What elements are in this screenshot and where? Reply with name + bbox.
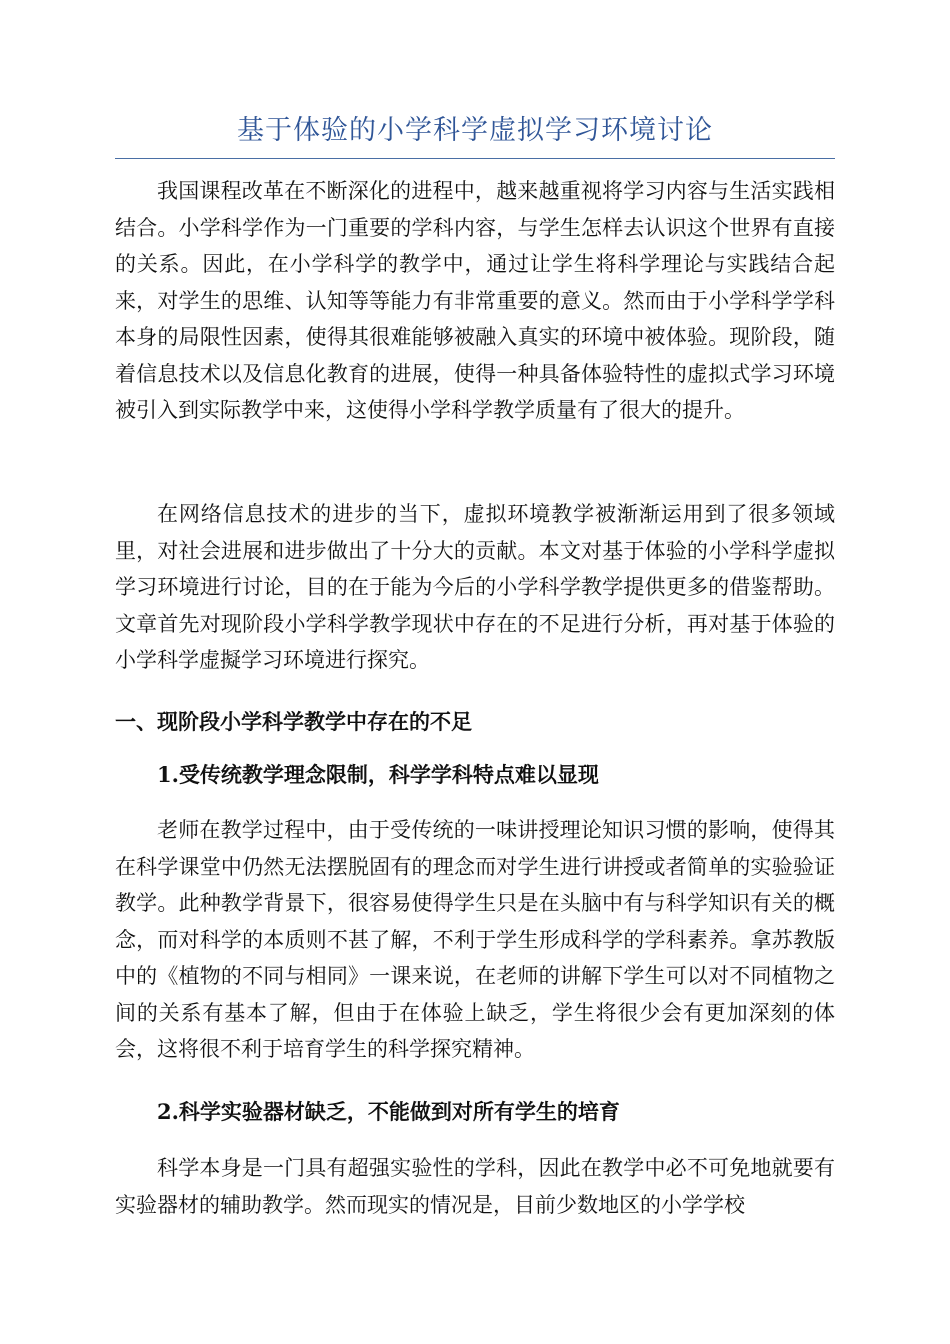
paragraph-intro-1: 我国课程改革在不断深化的进程中，越来越重视将学习内容与生活实践相结合。小学科学作为一门重要的学科内容，与学生怎样去认识这个世界有直接的关系。因此，在小学科学的教学中，通过让学生将科学理论与实践结合起来，对学生的思维、认知等等能力有非常重要的意义。然而由于小学科学学科本身的局限性因素，使得其很难能够被融入真实的环境中被体验。现阶段，随着信息技术以及信息化教育的进展，使得一种具备体验特性的虚拟式学习环境被引入到实际教学中来，这使得小学科学教学质量有了很大的提升。 bbox=[115, 179, 835, 422]
document-title: 基于体验的小学科学虚拟学习环境讨论 bbox=[237, 115, 713, 146]
subsection-2-text-block bbox=[115, 1150, 835, 1223]
paragraph-subsection-2: 科学本身是一门具有超强实验性的学科，因此在教学中必不可免地就要有实验器材的辅助教学。然而现实的情况是，目前少数地区的小学学校 bbox=[115, 1156, 835, 1217]
subsection-heading-1: 1.受传统教学理念限制，科学学科特点难以显现 bbox=[157, 762, 599, 787]
subsection-heading-2: 2.科学实验器材缺乏，不能做到对所有学生的培育 bbox=[157, 1099, 620, 1124]
title-block bbox=[115, 112, 835, 159]
subsection-1-text-block bbox=[115, 812, 835, 1068]
section-heading: 一、现阶段小学科学教学中存在的不足 bbox=[115, 710, 472, 734]
paragraph-subsection-1: 老师在教学过程中，由于受传统的一味讲授理论知识习惯的影响，使得其在科学课堂中仍然无法摆脱固有的理念而对学生进行讲授或者简单的实验验证教学。此种教学背景下，很容易使得学生只是在头脑中有与科学知识有关的概念，而对科学的本质则不甚了解，不利于学生形成科学的学科素养。拿苏教版中的《植物的不同与相同》一课来说，在老师的讲解下学生可以对不同植物之间的关系有基本了解，但由于在体验上缺乏，学生将很少会有更加深刻的体会，这将很不利于培育学生的科学探究精神。 bbox=[115, 818, 835, 1061]
section-1-heading-block bbox=[115, 704, 835, 740]
subsection-2-heading-block bbox=[115, 1094, 835, 1130]
intro-block-2 bbox=[115, 496, 835, 679]
paragraph-intro-2: 在网络信息技术的进步的当下，虚拟环境教学被渐渐运用到了很多领域里，对社会进展和进步做出了十分大的贡献。本文对基于体验的小学科学虚拟学习环境进行讨论，目的在于能为今后的小学科学教学提供更多的借鉴帮助。文章首先对现阶段小学科学教学现状中存在的不足进行分析，再对基于体验的小学科学虚擬学习环境进行探究。 bbox=[115, 502, 835, 672]
subsection-1-heading-block bbox=[115, 757, 835, 793]
intro-block bbox=[115, 173, 835, 429]
